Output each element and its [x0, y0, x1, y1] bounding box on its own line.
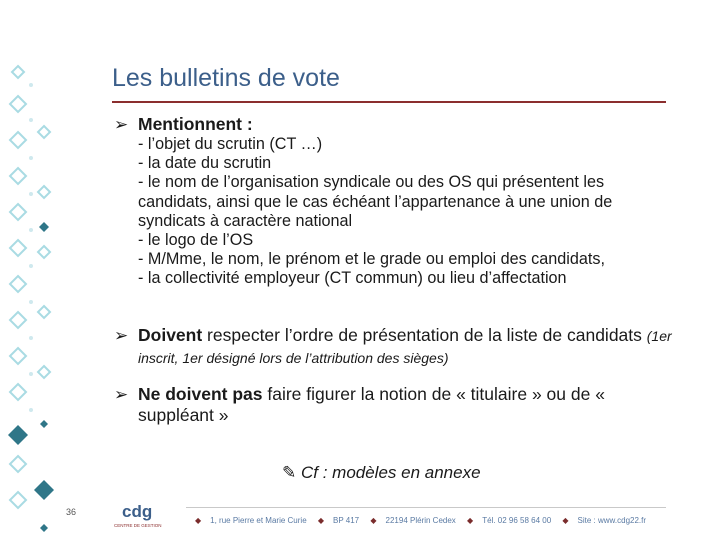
cf-note: [282, 463, 481, 483]
page-number: 36: [66, 507, 77, 517]
list-item: - la collectivité employeur (CT commun) ou lieu d’affectation: [138, 269, 567, 288]
title-divider: [112, 101, 666, 103]
footer-phone: Tél. 02 96 58 64 00: [482, 516, 552, 525]
footer-divider: [186, 507, 666, 508]
list-item: - la date du scrutin: [138, 154, 272, 173]
arrow-bullet-icon: ➢: [114, 115, 129, 134]
cdg-logo: [112, 497, 162, 533]
logo-text: cdg: [122, 502, 153, 521]
footer-bp: BP 417: [333, 516, 360, 525]
diamond-icon: ◆: [195, 516, 202, 525]
footer-contact: [186, 516, 646, 525]
bullet-text: faire figurer la notion de « titulaire » ou de « suppléant »: [138, 384, 605, 425]
diamond-icon: ◆: [562, 516, 569, 525]
bullet-text: respecter l’ordre de présentation de la liste de candidats: [202, 325, 647, 345]
decorative-diamond-pattern: [0, 0, 60, 540]
bullet-bold: Doivent: [138, 325, 203, 345]
bullet-bold: Ne doivent pas: [138, 384, 263, 404]
footer-site[interactable]: Site : www.cdg22.fr: [577, 516, 647, 525]
list-item: - le logo de l’OS: [138, 231, 254, 250]
list-item: - M/Mme, le nom, le prénom et le grade ou emploi des candidats,: [138, 250, 605, 269]
bullet-ne-doivent-pas: [114, 384, 674, 426]
bullet-mentionnent: [114, 114, 674, 289]
list-item: - l’objet du scrutin (CT …): [138, 135, 323, 153]
diamond-icon: ◆: [370, 516, 377, 525]
list-item: - le nom de l’organisation syndicale ou des OS qui présentent les candidats, ainsi que le cas échéant l’appartenance à une union de syndicats à caractère national: [138, 173, 613, 230]
pencil-icon: ✎: [282, 463, 297, 482]
logo-subtext: CENTRE DE GESTION: [114, 523, 162, 528]
arrow-bullet-icon: ➢: [114, 385, 129, 404]
bullet-bold: Mentionnent :: [138, 114, 253, 134]
footer-address: 1, rue Pierre et Marie Curie: [210, 516, 307, 525]
diamond-icon: ◆: [317, 516, 325, 525]
cf-note-text: Cf : modèles en annexe: [300, 463, 481, 482]
bullet-doivent: [114, 325, 674, 369]
arrow-bullet-icon: ➢: [114, 326, 129, 345]
diamond-icon: ◆: [467, 516, 474, 525]
slide-title: Les bulletins de vote: [112, 64, 340, 92]
bullet-note: (1er inscrit, 1er désigné lors de l’attribution des sièges): [138, 328, 672, 366]
footer-city: 22194 Plérin Cedex: [385, 516, 456, 525]
